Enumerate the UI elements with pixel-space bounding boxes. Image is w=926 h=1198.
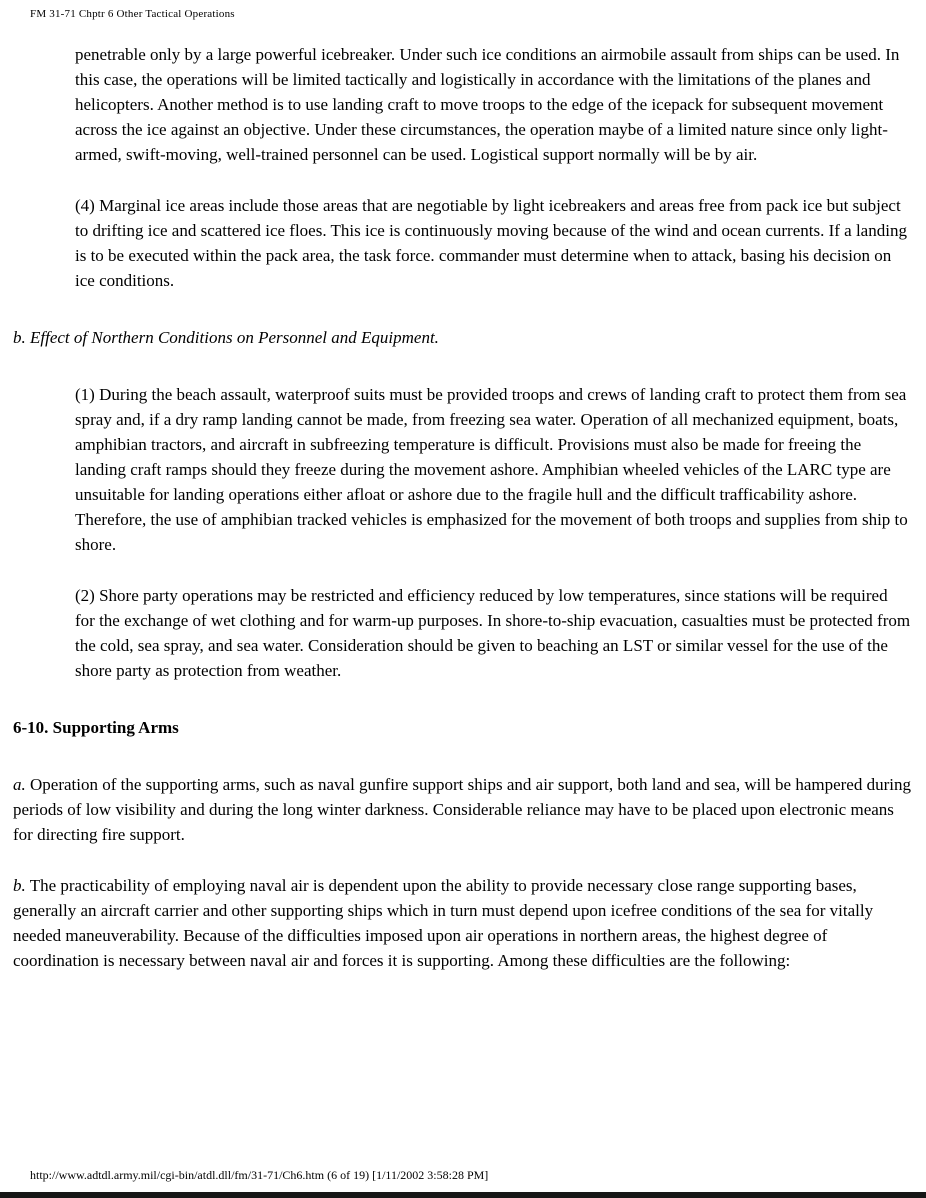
paragraph-a-designator: a. xyxy=(13,775,26,794)
subheading-effect-northern-conditions: b. Effect of Northern Conditions on Personnel and Equipment. xyxy=(13,328,439,347)
paragraph-shore-party: (2) Shore party operations may be restricted and efficiency reduced by low temperatures, since stations will be required for the exchange of wet clothing and for warm-up purposes. In shore-to-ship evacuation, casualties must be protected from the cold, sea spray, and sea water. Consideration should be given to beaching an LST or similar vessel for the use of the shore party as protection from weather. xyxy=(75,586,911,680)
paragraph-a-text: Operation of the supporting arms, such as naval gunfire support ships and air support, both land and sea, will be hampered during periods of low visibility and during the long winter darkness. Considerable reliance may have to be placed upon electronic means for directing fire support. xyxy=(13,775,911,844)
paragraph-beach-assault: (1) During the beach assault, waterproof suits must be provided troops and crews of landing craft to protect them from sea spray and, if a dry ramp landing cannot be made, from freezing sea water. Operation of all mechanized equipment, boats, amphibian tractors, and aircraft in subfreezing temperature is difficult. Provisions must also be made for freeing the landing craft ramps should they freeze during the movement ashore. Amphibian wheeled vehicles of the LARC type are unsuitable for landing operations either afloat or ashore due to the fragile hull and the difficult trafficability ashore. Therefore, the use of amphibian tracked vehicles is emphasized for the movement of both troops and supplies from ship to shore. xyxy=(75,385,908,554)
print-header-title: FM 31-71 Chptr 6 Other Tactical Operations xyxy=(30,8,235,20)
bottom-edge-bar xyxy=(0,1192,926,1198)
indented-block-personnel-equipment xyxy=(75,382,911,683)
indented-block-ice-conditions xyxy=(75,42,911,293)
document-body xyxy=(13,42,911,999)
print-footer-url-pagination: http://www.adtdl.army.mil/cgi-bin/atdl.dll/fm/31-71/Ch6.htm (6 of 19) [1/11/2002 3:58:28 PM] xyxy=(30,1168,489,1182)
paragraph-icebreaker: penetrable only by a large powerful icebreaker. Under such ice conditions an airmobile assault from ships can be used. In this case, the operations will be limited tactically and logistically in accordance with the limitations of the planes and helicopters. Another method is to use landing craft to move troops to the edge of the icepack for subsequent movement across the ice against an objective. Under these circumstances, the operation maybe of a limited nature since only light-armed, swift-moving, well-trained personnel can be used. Logistical support normally will be by air. xyxy=(75,45,900,164)
paragraph-a-supporting-arms xyxy=(13,772,911,847)
paragraph-marginal-ice-areas: (4) Marginal ice areas include those areas that are negotiable by light icebreakers and areas free from pack ice but subject to drifting ice and scattered ice floes. This ice is continuously moving because of the wind and ocean currents. If a landing is to be executed within the pack area, the task force. commander must determine when to attack, basing his decision on ice conditions. xyxy=(75,196,907,290)
paragraph-b-text: The practicability of employing naval air is dependent upon the ability to provide necessary close range supporting bases, generally an aircraft carrier and other supporting ships which in turn must depend upon icefree conditions of the sea for vitally needed maneuverability. Because of the difficulties imposed upon air operations in northern areas, the highest degree of coordination is necessary between naval air and forces it is supporting. Among these difficulties are the following: xyxy=(13,876,874,970)
paragraph-b-naval-air xyxy=(13,873,911,973)
paragraph-b-designator: b. xyxy=(13,876,26,895)
section-heading-supporting-arms: 6-10. Supporting Arms xyxy=(13,718,179,737)
